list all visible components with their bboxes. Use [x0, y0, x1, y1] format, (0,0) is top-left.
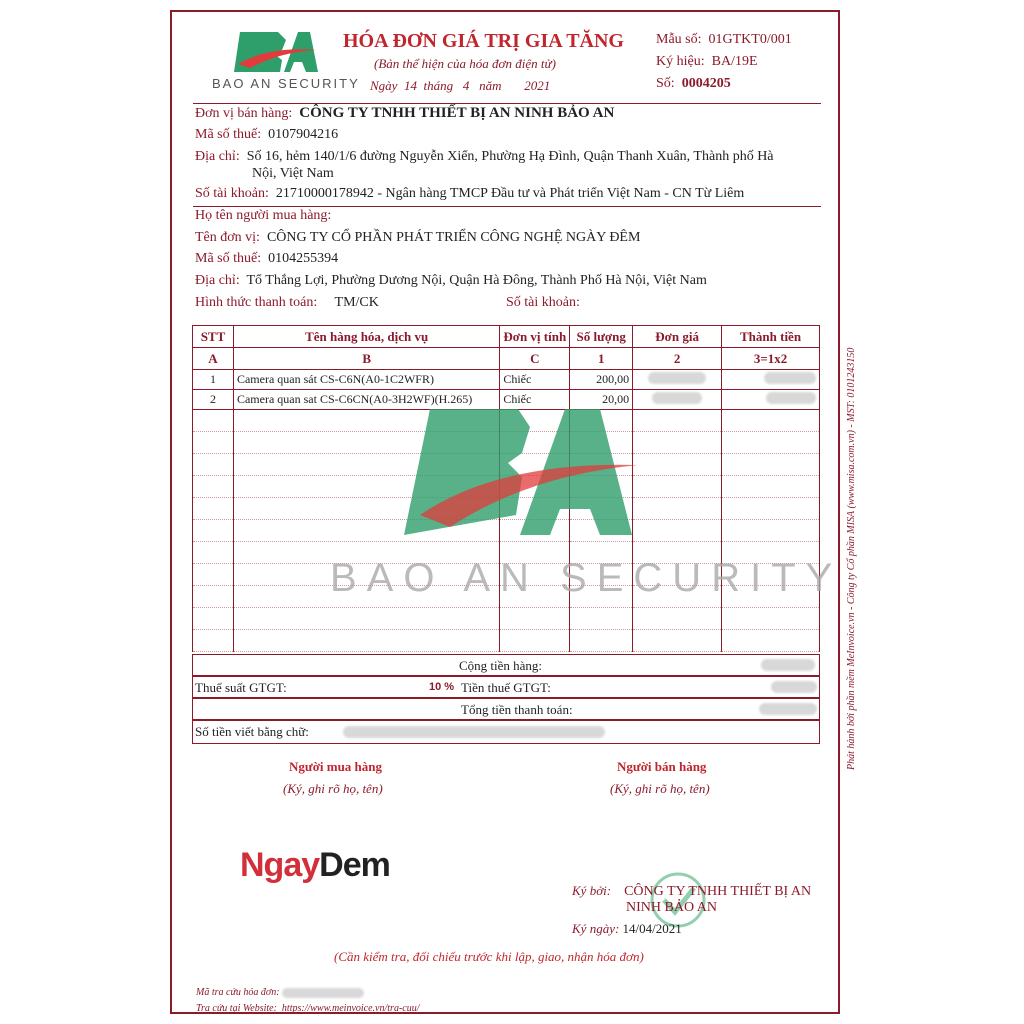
buyer-signature-title: Người mua hàng [289, 759, 383, 774]
col-header-price: Đơn giá [633, 326, 722, 348]
redacted-value [722, 370, 820, 390]
lookup-website-row: Tra cứu tại Website: https://www.meinvoice.vn/tra-cuu/ [196, 1003, 420, 1014]
bao-an-logo-icon [230, 28, 320, 76]
payment-method-row: Hình thức thanh toán: TM/CK [195, 295, 379, 310]
watermark-logo-icon [400, 405, 640, 540]
seller-account-row: Số tài khoản: 21710000178942 - Ngân hàng TMCP Đầu tư và Phát triển Việt Nam - CN Từ Liêm [195, 186, 745, 201]
table-code-row: A B C 1 2 3=1x2 [193, 348, 820, 370]
template-number: Mẫu số: 01GTKT0/001 [656, 32, 792, 47]
table-row: 2 Camera quan sat CS-C6CN(A0-3H2WF)(H.265) Chiếc 20,00 [193, 390, 820, 410]
buyer-tax-row: Mã số thuế: 0104255394 [195, 251, 339, 266]
grand-total-row: Tổng tiền thanh toán: [192, 698, 820, 720]
table-row: 1 Camera quan sát CS-C6N(A0-1C2WFR) Chiếc 200,00 [193, 370, 820, 390]
invoice-title: HÓA ĐƠN GIÁ TRỊ GIA TĂNG [343, 30, 624, 52]
ngaydem-logo: NgayDem [240, 846, 390, 884]
buyer-account-row: Số tài khoản: [506, 295, 580, 310]
redacted-value [771, 681, 817, 693]
watermark-text: BAO AN SECURITY [330, 556, 843, 600]
subtotal-row: Cộng tiền hàng: [192, 654, 820, 676]
redacted-value [633, 390, 722, 410]
signed-by: Ký bởi: CÔNG TY TNHH THIẾT BỊ AN [572, 883, 812, 899]
col-header-qty: Số lượng [570, 326, 633, 348]
seller-divider [193, 206, 821, 207]
table-row [193, 630, 820, 652]
invoice-subtitle: (Bản thể hiện của hóa đơn điện tử) [374, 56, 556, 71]
redacted-value [761, 659, 815, 671]
signed-date: Ký ngày: 14/04/2021 [572, 921, 682, 936]
seller-signature-title: Người bán hàng [617, 759, 707, 774]
col-header-name: Tên hàng hóa, dịch vụ [233, 326, 499, 348]
seller-name-row: Đơn vị bán hàng: CÔNG TY TNHH THIẾT BỊ AN NINH BẢO AN [195, 105, 615, 121]
col-header-amount: Thành tiền [722, 326, 820, 348]
amount-in-words-row: Số tiền viết bằng chữ: [192, 720, 820, 744]
footer-note: (Cần kiểm tra, đối chiếu trước khi lập, giao, nhận hóa đơn) [334, 949, 644, 964]
col-header-unit: Đơn vị tính [500, 326, 570, 348]
issuer-side-note: Phát hành bởi phần mềm MeInvoice.vn - Công ty Cổ phần MISA (www.misa.com.vn) - MST: 0101243150 [846, 347, 857, 770]
buyer-name-row: Họ tên người mua hàng: [195, 208, 332, 223]
redacted-value [282, 988, 364, 998]
buyer-address-row: Địa chỉ: Tổ Thắng Lợi, Phường Dương Nội, Quận Hà Đông, Thành Phố Hà Nội, Việt Nam [195, 273, 707, 288]
redacted-value [759, 703, 817, 715]
seller-address-line2: Nội, Việt Nam [252, 166, 334, 181]
buyer-signature-note: (Ký, ghi rõ họ, tên) [283, 781, 383, 796]
brand-logo-text: BAO AN SECURITY [212, 76, 360, 91]
buyer-unit-row: Tên đơn vị: CÔNG TY CỔ PHẦN PHÁT TRIỂN CÔNG NGHỆ NGÀY ĐÊM [195, 230, 641, 245]
table-row [193, 608, 820, 630]
col-header-stt: STT [193, 326, 234, 348]
signed-by-line2: NINH BẢO AN [626, 900, 717, 915]
invoice-date: Ngày 14 tháng 4 năm 2021 [370, 78, 551, 93]
invoice-number: Số: 0004205 [656, 76, 731, 91]
table-header-row [193, 326, 820, 348]
vat-row: Thuế suất GTGT: 10 % Tiền thuế GTGT: [192, 676, 820, 698]
invoice-symbol: Ký hiệu: BA/19E [656, 54, 758, 69]
seller-address-row: Địa chỉ: Số 16, hẻm 140/1/6 đường Nguyễn Xiển, Phường Hạ Đình, Quận Thanh Xuân, Thành phố Hà [195, 149, 774, 164]
header-divider [193, 103, 821, 104]
redacted-value [633, 370, 722, 390]
redacted-value [343, 726, 605, 738]
seller-tax-row: Mã số thuế: 0107904216 [195, 127, 339, 142]
lookup-code-row: Mã tra cứu hóa đơn: [196, 987, 364, 998]
redacted-value [722, 390, 820, 410]
lookup-website-link[interactable]: https://www.meinvoice.vn/tra-cuu/ [281, 1003, 420, 1014]
seller-signature-note: (Ký, ghi rõ họ, tên) [610, 781, 710, 796]
